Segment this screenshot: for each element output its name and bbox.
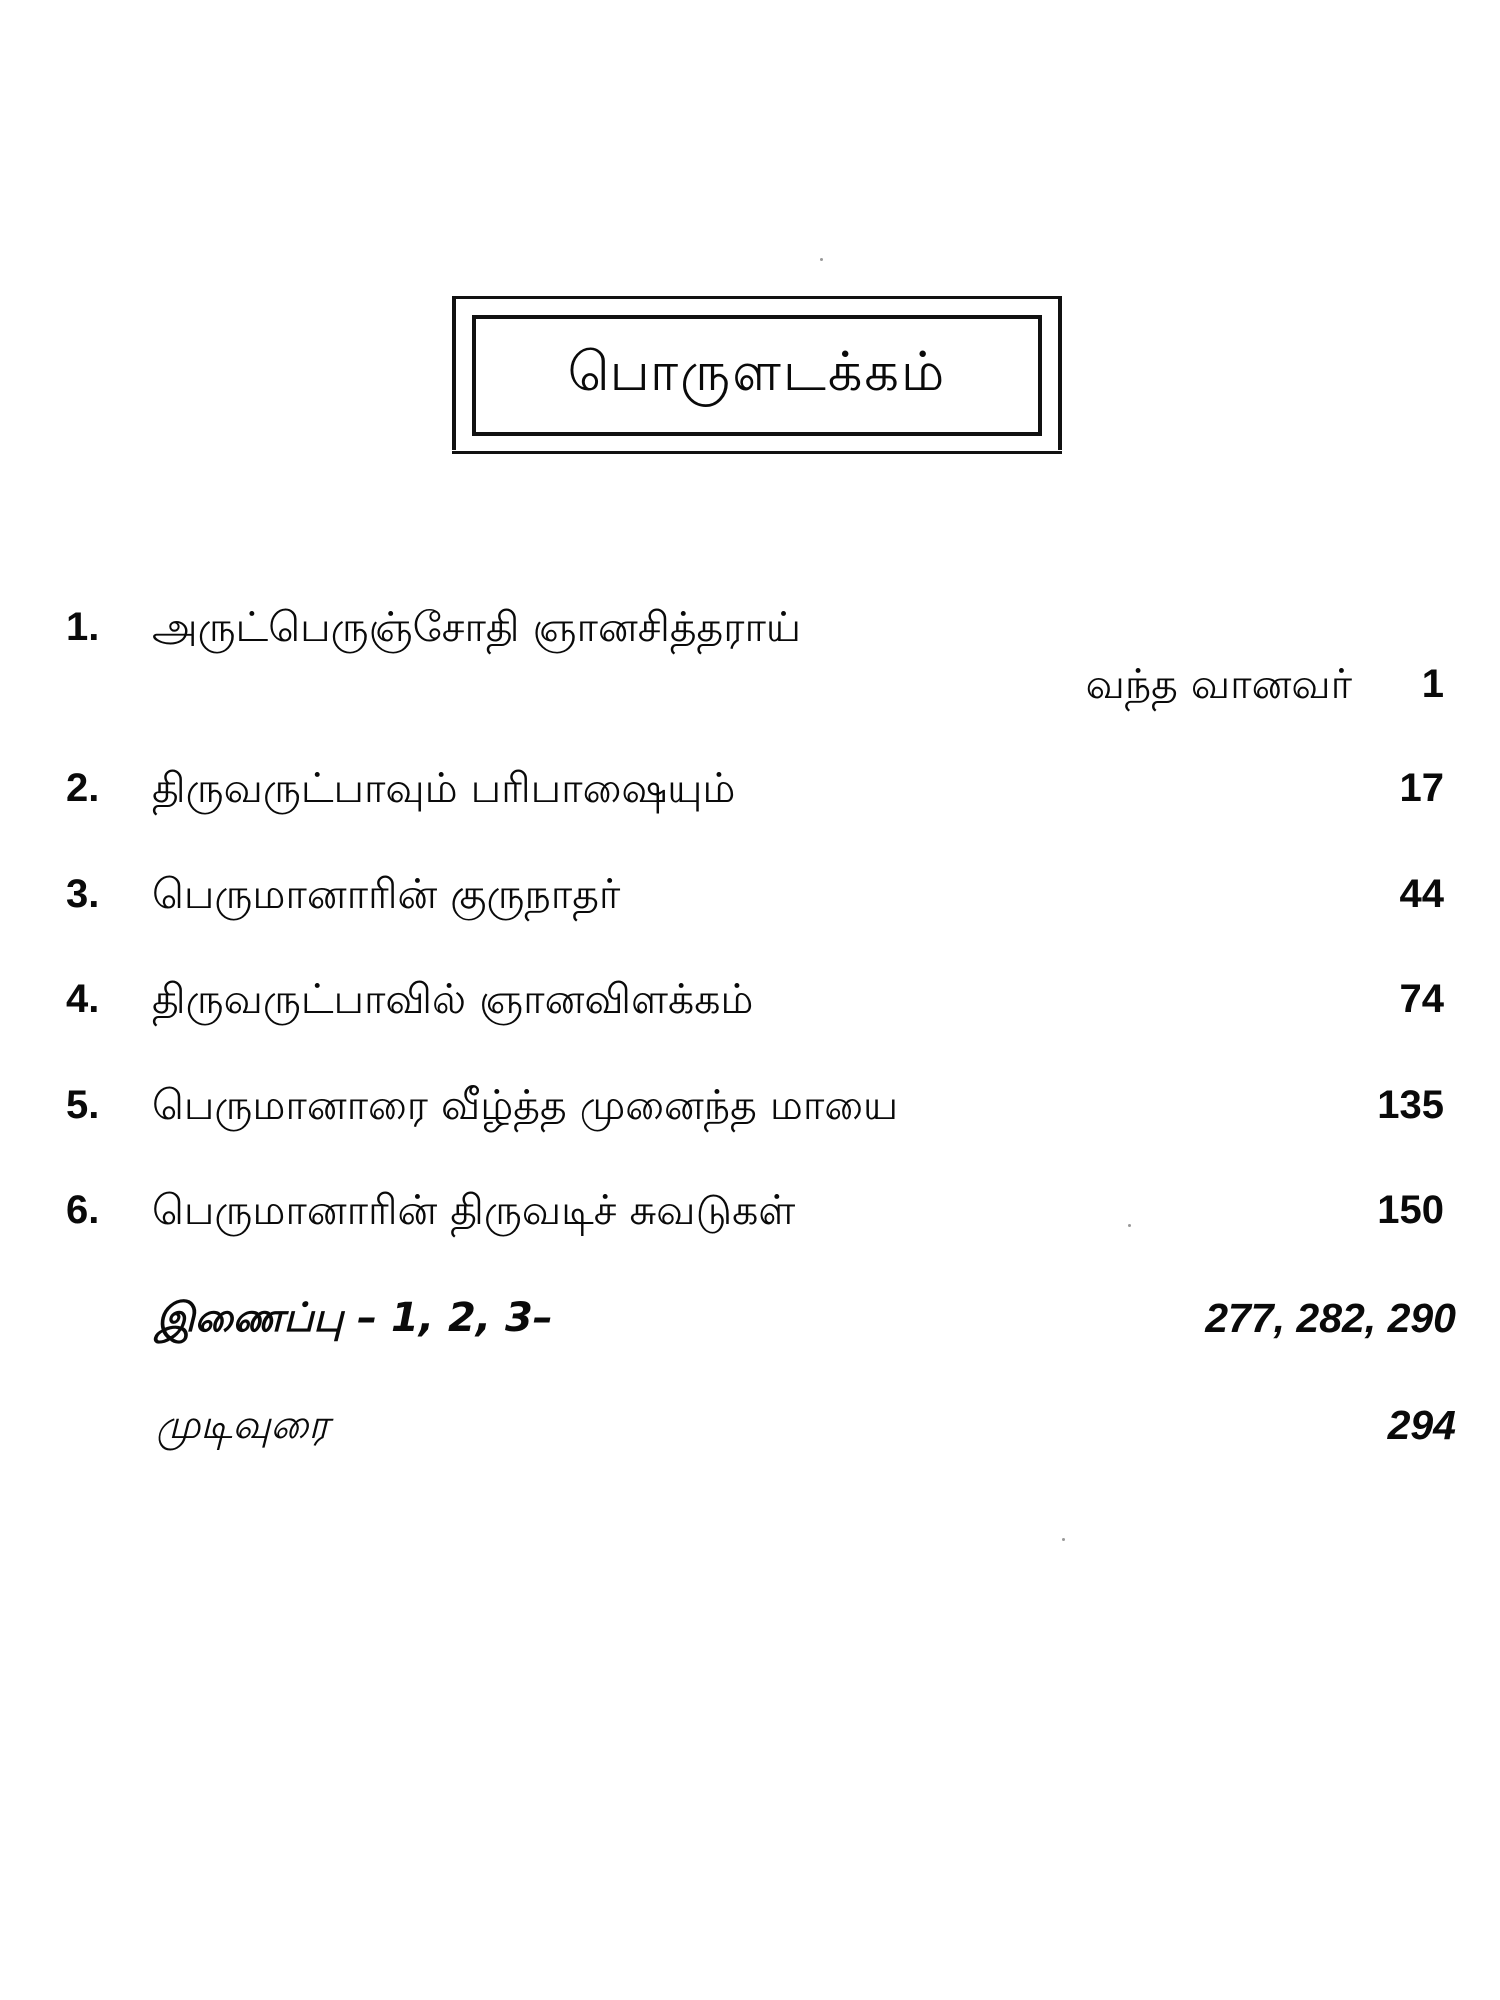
appendix-page-numbers: 277, 282, 290 [1205, 1295, 1456, 1341]
entry-title-continued: வந்த வானவர் [1085, 660, 1352, 708]
toc-entry-6 [0, 1180, 1500, 1240]
title-frame [452, 296, 1062, 450]
toc-appendix [0, 1288, 1500, 1348]
toc-entry-5 [0, 1075, 1500, 1135]
entry-number: 3. [66, 872, 100, 916]
entry-title: பெருமானாரின் திருவடிச் சுவடுகள் [152, 1186, 796, 1234]
scan-speck [1062, 1538, 1065, 1541]
conclusion-title: முடிவுரை [156, 1402, 330, 1448]
appendix-title: இணைப்பு – 1, 2, 3– [156, 1295, 553, 1341]
entry-page-number: 17 [1399, 766, 1444, 810]
entry-title: அருட்பெருஞ்சோதி ஞானசித்தராய் [152, 603, 802, 651]
entry-number: 6. [66, 1188, 100, 1232]
entry-page-number: 135 [1377, 1083, 1444, 1127]
entry-number: 4. [66, 977, 100, 1021]
conclusion-page-number: 294 [1387, 1402, 1456, 1448]
entry-title: பெருமானாரின் குருநாதர் [152, 870, 621, 918]
toc-entry-2 [0, 758, 1500, 818]
entry-page-number: 74 [1399, 977, 1444, 1021]
entry-number: 5. [66, 1083, 100, 1127]
page-title: பொருளடக்கம் [567, 340, 947, 403]
toc-conclusion [0, 1395, 1500, 1455]
title-box [472, 315, 1042, 436]
toc-entry-1 [0, 597, 1500, 657]
toc-entry-4 [0, 969, 1500, 1029]
entry-page-number: 1 [1421, 662, 1444, 706]
entry-page-number: 150 [1377, 1188, 1444, 1232]
entry-number: 1. [66, 605, 100, 649]
toc-entry-3 [0, 864, 1500, 924]
entry-page-number: 44 [1399, 872, 1444, 916]
entry-title: பெருமானாரை வீழ்த்த முனைந்த மாயை [152, 1081, 899, 1129]
entry-title: திருவருட்பாவில் ஞானவிளக்கம் [152, 975, 754, 1023]
scan-speck [820, 258, 823, 261]
toc-entry-1-continued [0, 654, 1500, 714]
entry-title: திருவருட்பாவும் பரிபாஷையும் [152, 764, 736, 812]
entry-number: 2. [66, 766, 100, 810]
